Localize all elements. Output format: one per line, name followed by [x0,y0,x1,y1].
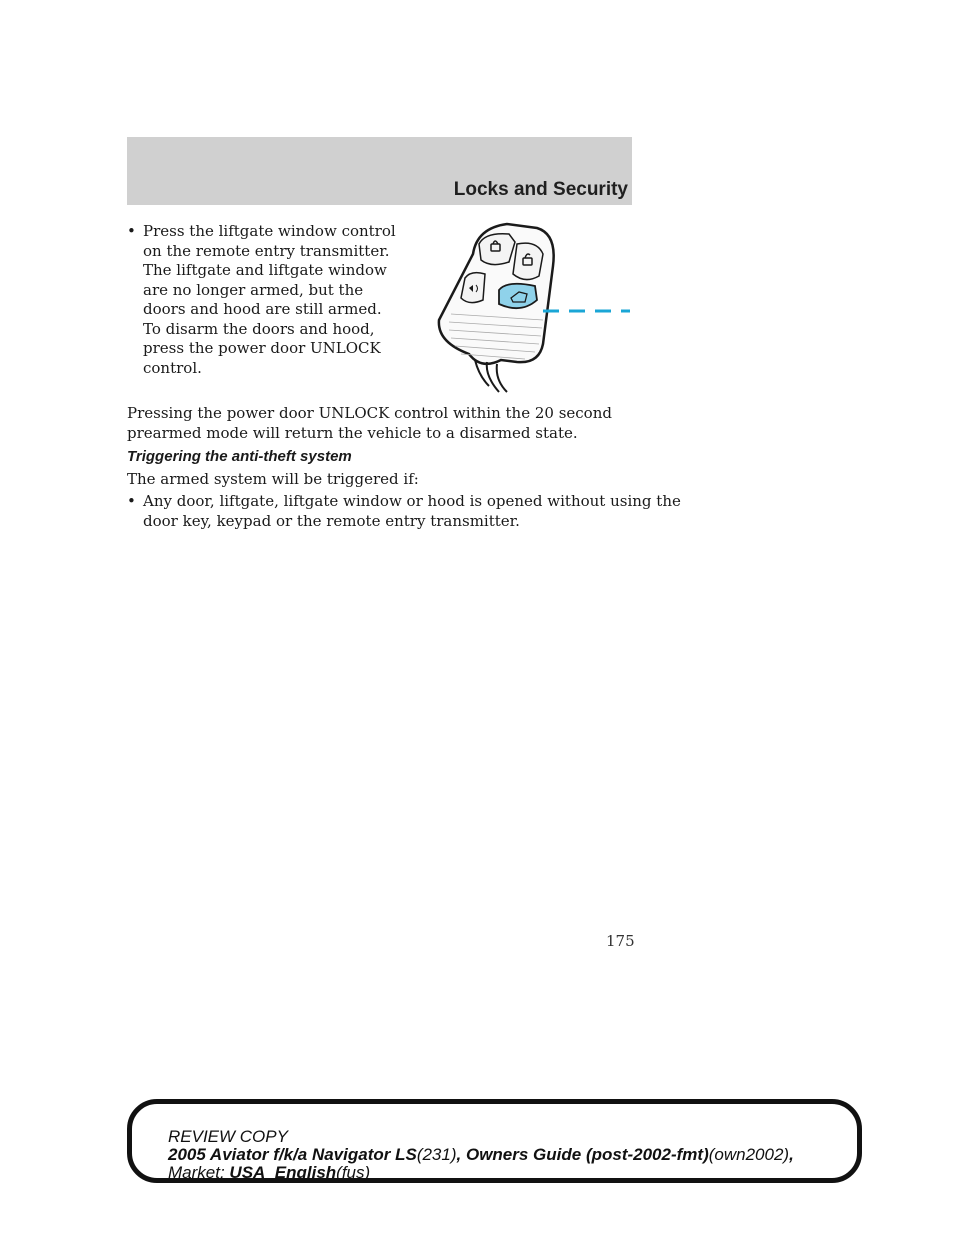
text-line: prearmed mode will return the vehicle to a disarmed state. [127,423,578,442]
footer-vehicle: 2005 Aviator f/k/a Navigator LS [168,1145,417,1164]
footer-sep: , [456,1145,462,1164]
section-header-band [127,137,632,205]
footer-guide-code: (own2002) [708,1145,790,1164]
liftgate-bullet [127,222,396,378]
footer-guide: Owners Guide (post-2002-fmt) [465,1145,709,1164]
text-line: doors and hood are still armed. [143,300,382,318]
footer-market-label: Market: [168,1163,225,1182]
footer-market-code: (fus) [336,1163,371,1182]
trigger-bullet [127,492,681,531]
text-line: The liftgate and liftgate window [143,261,387,279]
text-line: on the remote entry transmitter. [143,241,390,260]
text-line: Press the liftgate window control [143,222,396,240]
text-line: To disarm the doors and hood, [143,319,375,338]
bullet-mark: • [127,492,136,510]
text-line: Pressing the power door UNLOCK control within the 20 second [127,404,612,422]
text-line: Any door, liftgate, liftgate window or hood is opened without using the [143,492,681,510]
trigger-bullet-text [143,492,681,531]
page-number: 175 [606,932,635,950]
remote-entry-transmitter-icon [425,214,640,394]
footer-text [168,1128,794,1182]
bullet-mark: • [127,222,136,240]
text-line: are no longer armed, but the [143,280,364,299]
footer-sep: , [789,1145,794,1164]
footer-market: USA_English [229,1163,337,1182]
footer-vehicle-code: (231) [416,1145,457,1164]
text-line: press the power door UNLOCK [143,339,381,357]
footer-market-line [168,1164,794,1182]
liftgate-bullet-text [143,222,396,378]
section-title: Locks and Security [453,179,628,200]
footer-review-copy: REVIEW COPY [168,1127,288,1146]
footer-guide-line [168,1146,794,1164]
text-line: door key, keypad or the remote entry transmitter. [143,511,520,530]
trigger-intro: The armed system will be triggered if: [127,470,419,488]
prearmed-paragraph [127,404,612,443]
text-line: control. [143,358,202,377]
review-copy-footer [127,1099,862,1183]
subheading-triggering: Triggering the anti-theft system [127,448,352,465]
